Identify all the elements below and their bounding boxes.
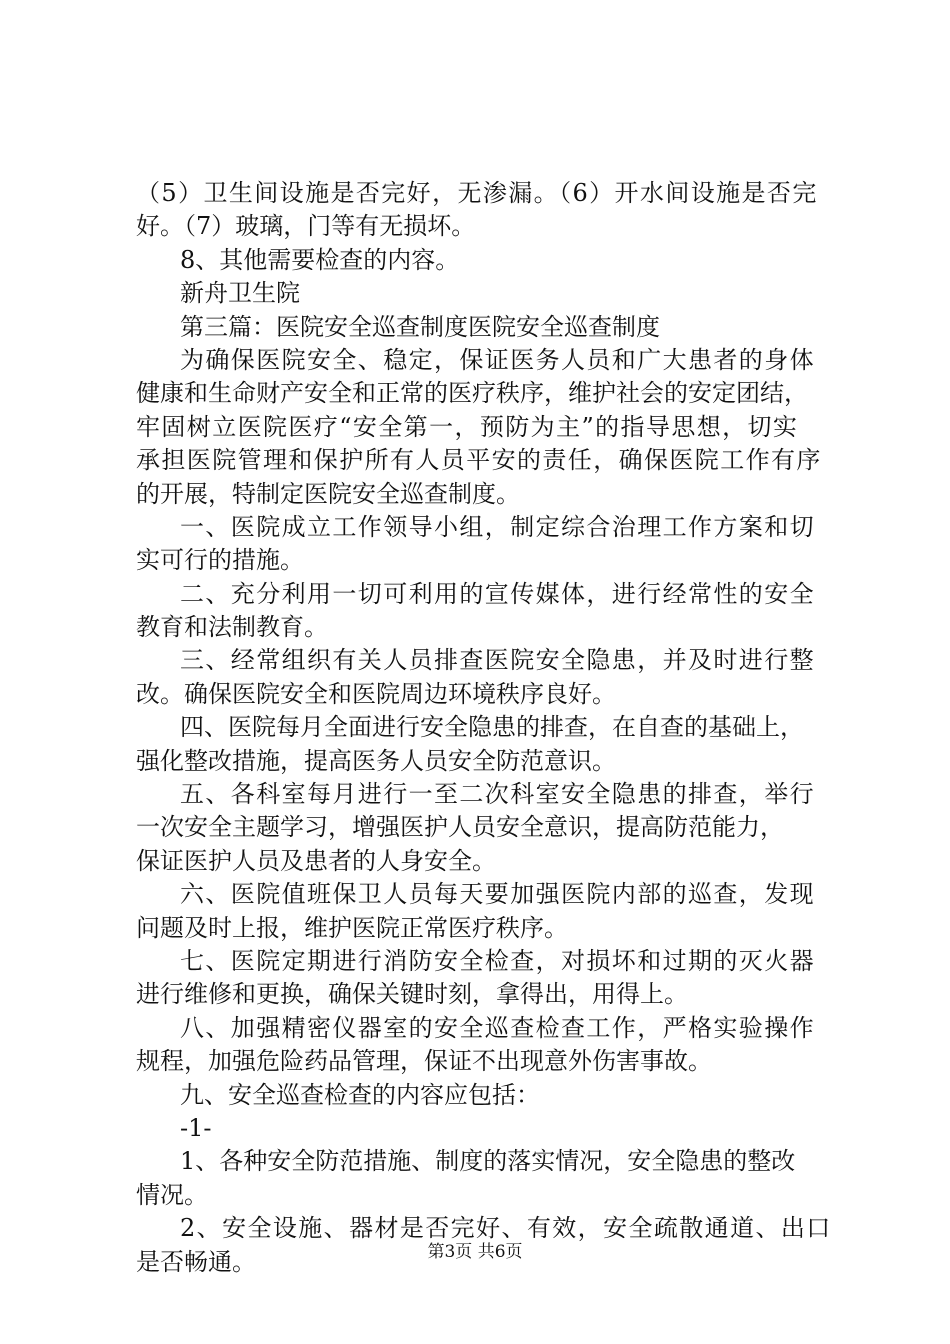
text-line: 保证医护人员及患者的人身安全。 bbox=[136, 846, 496, 875]
text-line: 新舟卫生院 bbox=[180, 279, 300, 308]
text-line: 四、医院每月全面进行安全隐患的排查，在自查的基础上， bbox=[180, 713, 804, 742]
document-body bbox=[136, 177, 836, 1279]
text-line: 强化整改措施，提高医务人员安全防范意识。 bbox=[136, 746, 616, 775]
text-line: （5）卫生间设施是否完好，无渗漏。（6）开水间设施是否完 bbox=[136, 179, 818, 207]
text-line: 牢固树立医院医疗“安全第一，预防为主”的指导思想，切实 bbox=[136, 412, 799, 441]
text-line: 教育和法制教育。 bbox=[136, 613, 328, 642]
text-line: 2、安全设施、器材是否完好、有效，安全疏散通道、出口 bbox=[180, 1214, 832, 1243]
text-line: 八、加强精密仪器室的安全巡查检查工作，严格实验操作 bbox=[180, 1013, 815, 1042]
text-line: 情况。 bbox=[136, 1180, 208, 1209]
text-line: 的开展，特制定医院安全巡查制度。 bbox=[136, 479, 520, 508]
text-line: 一、医院成立工作领导小组，制定综合治理工作方案和切 bbox=[180, 512, 815, 541]
text-line: 三、经常组织有关人员排查医院安全隐患，并及时进行整 bbox=[180, 646, 815, 675]
text-line: 七、医院定期进行消防安全检查，对损坏和过期的灭火器 bbox=[180, 946, 815, 975]
text-line: 六、医院值班保卫人员每天要加强医院内部的巡查，发现 bbox=[180, 880, 815, 909]
text-line: 五、各科室每月进行一至二次科室安全隐患的排查，举行 bbox=[180, 780, 815, 809]
text-line: 实可行的措施。 bbox=[136, 546, 304, 575]
inline-page-marker: -1- bbox=[180, 1113, 212, 1142]
text-line: 二、充分利用一切可利用的宣传媒体，进行经常性的安全 bbox=[180, 579, 815, 608]
text-line: 进行维修和更换，确保关键时刻，拿得出，用得上。 bbox=[136, 980, 688, 1009]
text-line: 是否畅通。 bbox=[136, 1247, 256, 1276]
text-line: 好。（7）玻璃，门等有无损坏。 bbox=[136, 212, 476, 241]
section-heading: 第三篇：医院安全巡查制度医院安全巡查制度 bbox=[180, 312, 660, 341]
text-line: 承担医院管理和保护所有人员平安的责任，确保医院工作有序 bbox=[136, 446, 822, 475]
text-line: 1、各种安全防范措施、制度的落实情况，安全隐患的整改 bbox=[180, 1147, 796, 1176]
text-line: 规程，加强危险药品管理，保证不出现意外伤害事故。 bbox=[136, 1047, 712, 1076]
text-line: 一次安全主题学习，增强医护人员安全意识，提高防范能力， bbox=[136, 813, 784, 842]
text-line: 8、其他需要检查的内容。 bbox=[180, 245, 460, 274]
text-line: 为确保医院安全、稳定，保证医务人员和广大患者的身体 bbox=[180, 345, 815, 374]
text-line: 问题及时上报，维护医院正常医疗秩序。 bbox=[136, 913, 568, 942]
text-line: 健康和生命财产安全和正常的医疗秩序，维护社会的安定团结， bbox=[136, 379, 808, 408]
text-line: 改。确保医院安全和医院周边环境秩序良好。 bbox=[136, 679, 616, 708]
text-line: 九、安全巡查检查的内容应包括： bbox=[180, 1080, 540, 1109]
page-footer: 第3页 共6页 bbox=[427, 1242, 523, 1262]
